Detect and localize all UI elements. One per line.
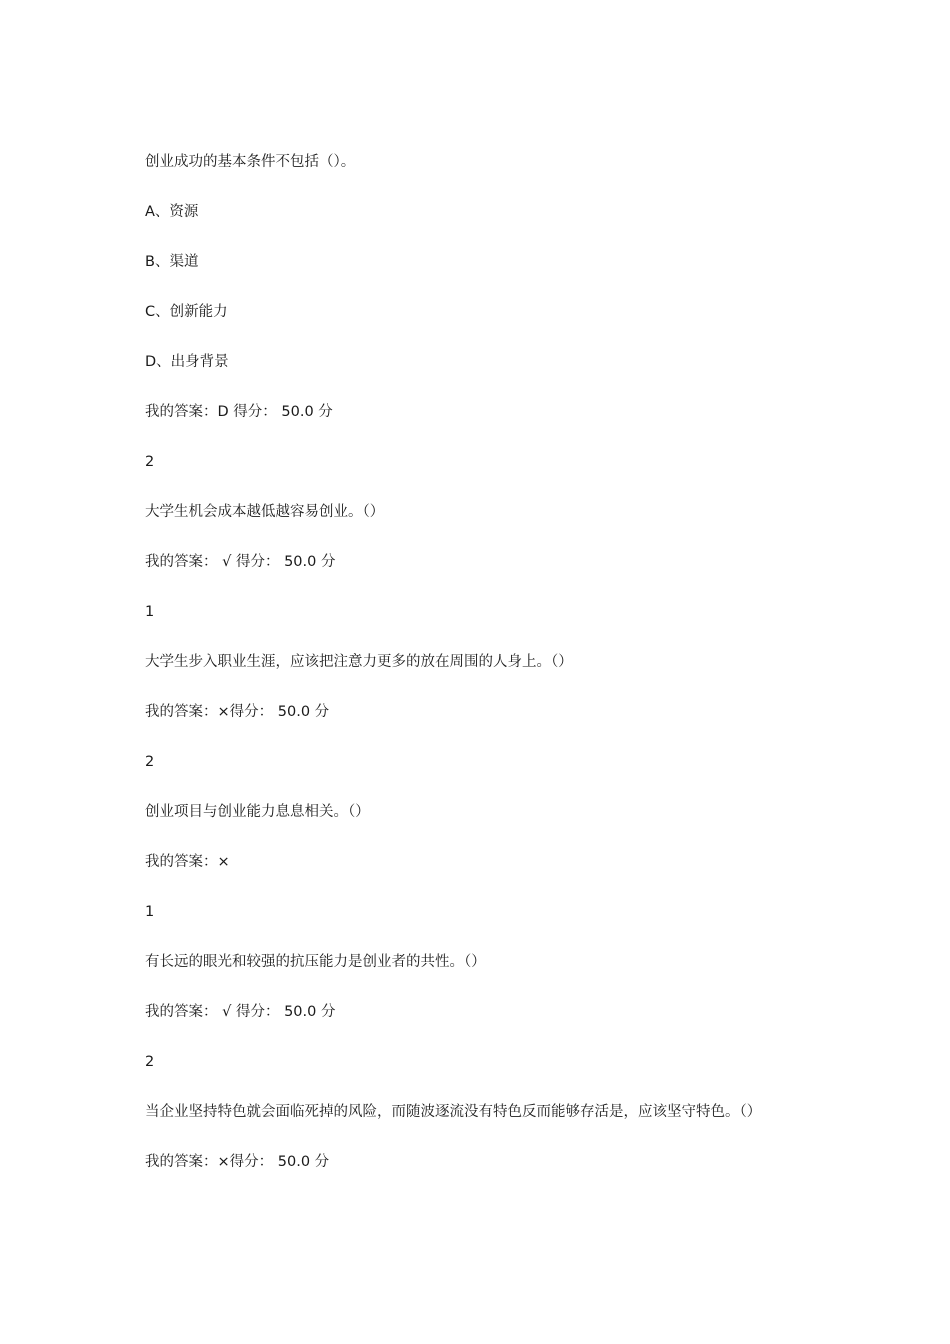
option-a: A、资源 [145, 204, 199, 220]
option-c: C、创新能力 [145, 304, 228, 320]
answer-2: 我的答案： √ 得分： 50.0 分 [145, 554, 336, 570]
document-body [145, 150, 815, 1200]
option-b: B、渠道 [145, 254, 199, 270]
option-d: D、出身背景 [145, 354, 229, 370]
question-4-text: 创业项目与创业能力息息相关。（） [145, 804, 370, 820]
question-3-text: 大学生步入职业生涯，应该把注意力更多的放在周围的人身上。（） [145, 654, 573, 670]
question-5-text: 有长远的眼光和较强的抗压能力是创业者的共性。（） [145, 954, 486, 970]
marker-2: 2 [145, 454, 155, 470]
answer-6: 我的答案：×得分： 50.0 分 [145, 1154, 330, 1170]
answer-1: 我的答案：D 得分： 50.0 分 [145, 404, 333, 420]
answer-5: 我的答案： √ 得分： 50.0 分 [145, 1004, 336, 1020]
marker-2b: 2 [145, 754, 155, 770]
marker-1: 1 [145, 604, 155, 620]
marker-2c: 2 [145, 1054, 155, 1070]
answer-4: 我的答案：× [145, 854, 230, 870]
question-6-text: 当企业坚持特色就会面临死掉的风险，而随波逐流没有特色反而能够存活是，应该坚守特色。（） [145, 1104, 762, 1120]
question-2-text: 大学生机会成本越低越容易创业。（） [145, 504, 385, 520]
marker-1b: 1 [145, 904, 155, 920]
question-1-text: 创业成功的基本条件不包括（）。 [145, 154, 356, 170]
answer-3: 我的答案：×得分： 50.0 分 [145, 704, 330, 720]
